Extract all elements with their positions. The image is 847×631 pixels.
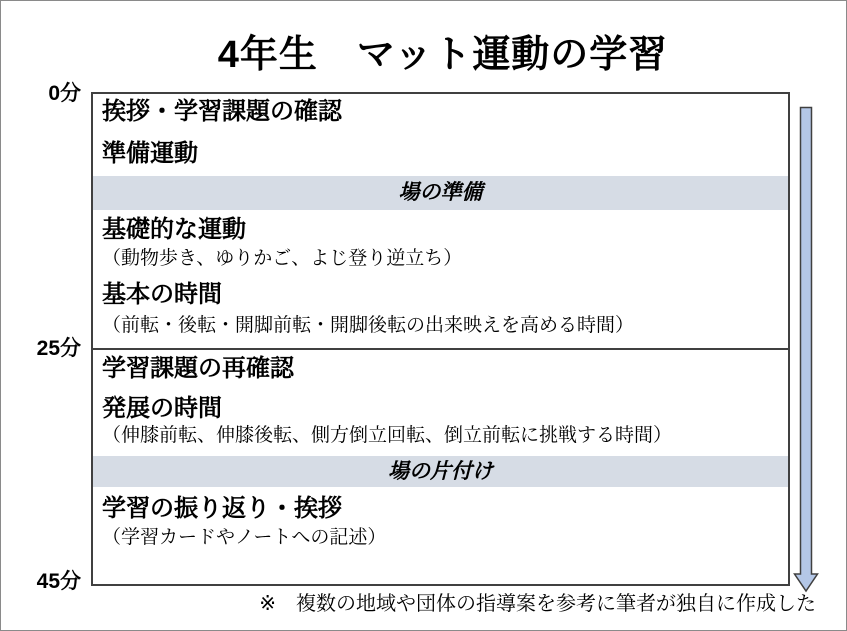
activity-warm-up: 準備運動 — [102, 140, 198, 167]
activity-basic-time: 基本の時間 — [102, 281, 222, 308]
activity-development-time: 発展の時間 — [102, 395, 222, 422]
detail-development-time: （伸膝前転、伸膝後転、側方倒立回転、倒立前転に挑戦する時間） — [102, 425, 673, 446]
activity-reflection-greeting: 学習の振り返り・挨拶 — [102, 495, 342, 522]
transition-band-setup: 場の準備 — [93, 176, 788, 210]
activity-greeting-task-check: 挨拶・学習課題の確認 — [102, 98, 342, 125]
time-marker-45min: 45分 — [36, 570, 81, 593]
time-divider-25min — [93, 348, 788, 350]
footnote: ※ 複数の地域や団体の指導案を参考に筆者が独自に作成した — [259, 593, 816, 615]
detail-basic-time: （前転・後転・開脚前転・開脚後転の出来映えを高める時間） — [102, 315, 635, 336]
page-title: 4年生 マット運動の学習 — [217, 34, 668, 76]
time-marker-0min: 0分 — [48, 82, 81, 105]
activity-basic-movement: 基礎的な運動 — [102, 216, 246, 243]
detail-basic-movement: （動物歩き、ゆりかご、よじ登り逆立ち） — [102, 248, 463, 269]
time-marker-25min: 25分 — [36, 337, 81, 360]
transition-band-cleanup: 場の片付け — [93, 456, 788, 487]
detail-reflection: （学習カードやノートへの記述） — [102, 527, 387, 548]
down-arrow-icon — [793, 106, 819, 593]
activity-task-recheck: 学習課題の再確認 — [102, 355, 294, 382]
lesson-timeline-box — [91, 92, 790, 586]
